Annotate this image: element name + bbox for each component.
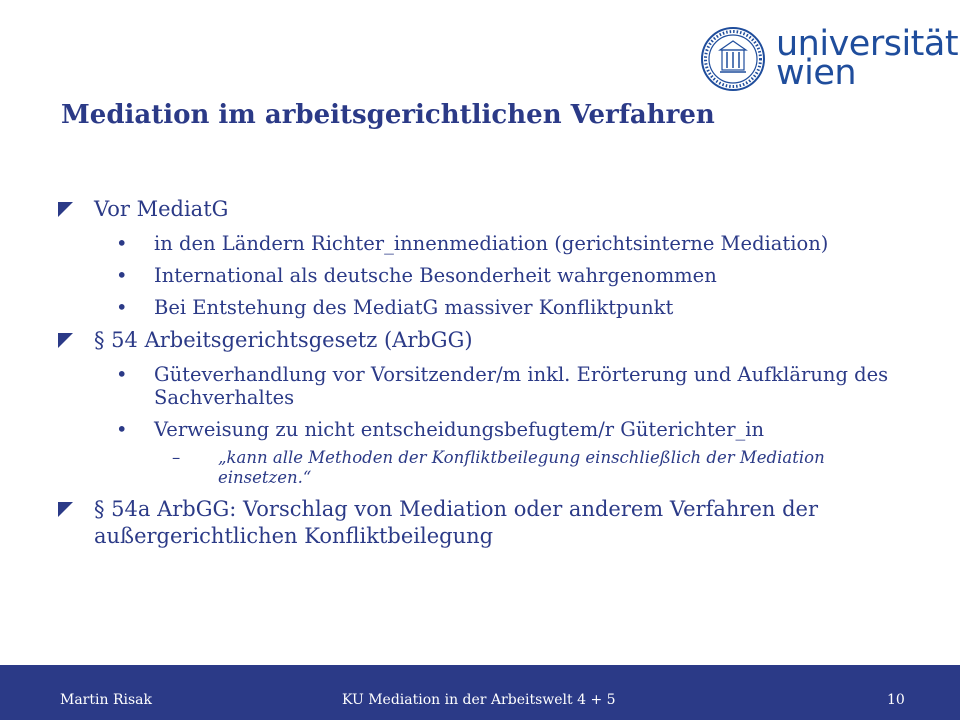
university-logo	[700, 22, 959, 102]
dot-bullet-icon: •	[116, 418, 128, 441]
footer-bar	[0, 665, 960, 720]
dash-bullet-icon: –	[172, 448, 181, 467]
sub-bullet-text: in den Ländern Richter_innenmediation (gerichtsinterne Mediation)	[154, 232, 829, 255]
triangle-bullet-icon	[58, 502, 73, 517]
bullet-text: Vor MediatG	[94, 197, 229, 221]
slide-title: Mediation im arbeitsgerichtlichen Verfahren	[61, 100, 715, 130]
slide-body	[58, 196, 908, 550]
footer-page-number: 10	[887, 692, 905, 708]
sub-bullet	[58, 264, 908, 287]
bullet-text: § 54a ArbGG: Vorschlag von Mediation oder anderem Verfahren der außergerichtlichen Konfliktbeilegung	[94, 497, 818, 548]
footer-author: Martin Risak	[60, 692, 152, 708]
dot-bullet-icon: •	[116, 363, 128, 386]
dot-bullet-icon: •	[116, 264, 128, 287]
sub-bullet	[58, 232, 908, 255]
logo-wordmark	[776, 24, 959, 93]
dot-bullet-icon: •	[116, 296, 128, 319]
bullet-para-54a	[58, 496, 908, 550]
logo-line-universitaet: universität	[776, 24, 959, 64]
sub-bullet	[58, 418, 908, 441]
quote-item	[58, 448, 908, 488]
dot-bullet-icon: •	[116, 232, 128, 255]
triangle-bullet-icon	[58, 202, 73, 217]
sub-bullet-text: Verweisung zu nicht entscheidungsbefugtem/r Güterichter_in	[154, 418, 765, 441]
university-seal-icon	[700, 26, 766, 92]
footer-course: KU Mediation in der Arbeitswelt 4 + 5	[342, 692, 616, 708]
bullet-text: § 54 Arbeitsgerichtsgesetz (ArbGG)	[94, 328, 473, 352]
sub-bullet	[58, 363, 908, 409]
sub-bullet-text: Güteverhandlung vor Vorsitzender/m inkl. Erörterung und Aufklärung des Sachverhaltes	[154, 363, 889, 409]
sub-bullet-text: Bei Entstehung des MediatG massiver Konfliktpunkt	[154, 296, 674, 319]
quote-text: „kann alle Methoden der Konfliktbeilegung einschließlich der Mediation einsetzen.“	[218, 448, 825, 487]
bullet-para-54	[58, 327, 908, 354]
bullet-vor-mediatg	[58, 196, 908, 223]
triangle-bullet-icon	[58, 333, 73, 348]
logo-line-wien: wien	[776, 53, 857, 93]
sub-bullet	[58, 296, 908, 319]
sub-bullet-text: International als deutsche Besonderheit wahrgenommen	[154, 264, 717, 287]
